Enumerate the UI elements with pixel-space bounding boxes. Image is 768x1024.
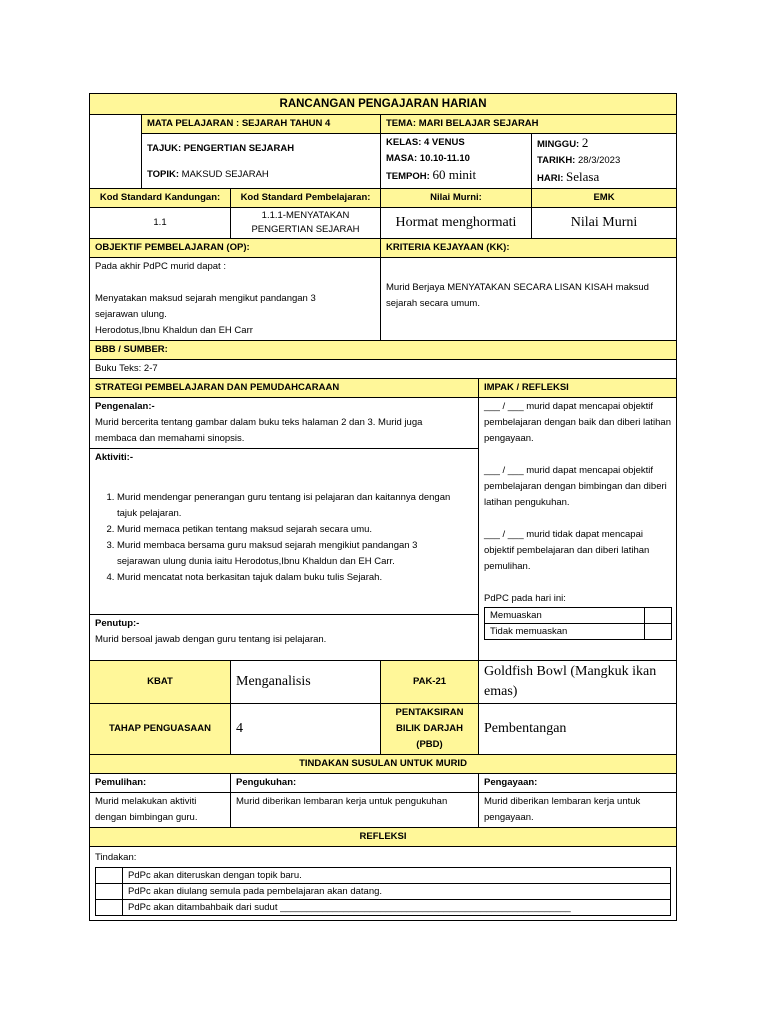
objektif-line1: Menyatakan maksud sejarah mengikut pandangan 3 (95, 293, 316, 304)
nilai-murni-header: Nilai Murni: (381, 189, 532, 208)
lesson-plan-table (89, 93, 677, 921)
pak21-label: PAK-21 (381, 661, 479, 704)
refleksi-options (95, 867, 671, 916)
bbb-heading: BBB / SUMBER: (90, 341, 677, 360)
kbat-label: KBAT (90, 661, 231, 704)
pengenalan-line1: Murid bercerita tentang gambar dalam buku teks halaman 2 dan 3. Murid juga (95, 417, 423, 428)
pdpc-label: PdPC pada hari ini: (484, 593, 566, 604)
aktiviti-item: 3. Murid membaca bersama guru maksud sejarah mengikiut pandangan 3 sejarawan ulung dunia iaitu Herodotus,Ibnu Khaldun dan EH Carr. (117, 538, 452, 570)
pemulihan-text: Murid melakukan aktiviti dengan bimbingan guru. (90, 793, 231, 828)
refleksi-item: PdPc akan ditambahbaik dari sudut _______________________________________________________ (123, 900, 671, 916)
aktiviti-item: 2. Murid memaca petikan tentang maksud sejarah secara umu. (117, 522, 473, 538)
tempoh-value: 60 minit (432, 167, 477, 182)
impak-heading: IMPAK / REFLEKSI (479, 379, 677, 398)
objektif-intro: Pada akhir PdPC murid dapat : (95, 261, 226, 272)
tempoh-label: TEMPOH: (386, 171, 430, 182)
kriteria-cell (381, 258, 677, 341)
tajuk: TAJUK: PENGERTIAN SEJARAH (147, 143, 295, 154)
kod-pembelajaran-line1: 1.1.1-MENYATAKAN (261, 210, 350, 221)
kod-pembelajaran-value (231, 208, 381, 239)
refleksi-checkbox[interactable] (96, 900, 123, 916)
aktiviti-label: Aktiviti:- (95, 452, 133, 463)
pengukuhan-text: Murid diberikan lembaran kerja untuk pengukuhan (231, 793, 479, 828)
refleksi-heading: REFLEKSI (90, 828, 677, 847)
penutup-label: Penutup:- (95, 618, 140, 629)
memuaskan-label: Memuaskan (485, 608, 645, 624)
minggu-value: 2 (581, 135, 589, 150)
kod-kandungan-value: 1.1 (90, 208, 231, 239)
kod-standard-pembelajaran-header: Kod Standard Pembelajaran: (231, 189, 381, 208)
pemulihan-label: Pemulihan: (90, 774, 231, 793)
minggu-label: MINGGU: (537, 139, 580, 150)
objektif-line3: Herodotus,Ibnu Khaldun dan EH Carr (95, 325, 253, 336)
tema: TEMA: MARI BELAJAR SEJARAH (381, 115, 677, 134)
tidak-memuaskan-checkbox[interactable] (645, 624, 672, 640)
objektif-heading: OBJEKTIF PEMBELAJARAN (OP): (90, 239, 381, 258)
kod-pembelajaran-line2: PENGERTIAN SEJARAH (251, 224, 360, 235)
penutup-text: Murid bersoal jawab dengan guru tentang isi pelajaran. (95, 634, 327, 645)
bbb-value: Buku Teks: 2-7 (90, 360, 677, 379)
tidak-memuaskan-label: Tidak memuaskan (485, 624, 645, 640)
refleksi-checkbox[interactable] (96, 884, 123, 900)
pengukuhan-label: Pengukuhan: (231, 774, 479, 793)
tindakan-susulan-heading: TINDAKAN SUSULAN UNTUK MURID (90, 755, 677, 774)
kriteria-heading: KRITERIA KEJAYAAN (KK): (381, 239, 677, 258)
aktiviti-block (90, 449, 478, 615)
tahap-penguasaan-label: TAHAP PENGUASAAN (90, 704, 231, 755)
pengenalan-block (90, 398, 478, 449)
aktiviti-item: 1. Murid mendengar penerangan guru tentang isi pelajaran dan kaitannya dengan tajuk pelajaran. (117, 490, 452, 522)
refleksi-item: PdPc akan diteruskan dengan topik baru. (123, 868, 671, 884)
header-spacer (90, 115, 142, 189)
topik-label: TOPIK: (147, 169, 180, 180)
memuaskan-checkbox[interactable] (645, 608, 672, 624)
tahap-penguasaan-value: 4 (231, 704, 381, 755)
tarikh-value: 28/3/2023 (577, 155, 621, 166)
emk-header: EMK (532, 189, 677, 208)
kbat-value: Menganalisis (231, 661, 381, 704)
strategi-heading: STRATEGI PEMBELAJARAN DAN PEMUDAHCARAAN (90, 379, 479, 398)
tarikh-label: TARIKH: (537, 155, 576, 166)
impak-line2: ___ / ___ murid dapat mencapai objektif pembelajaran dengan bimbingan dan diberi latihan pengukuhan. (484, 465, 667, 508)
impak-cell (479, 398, 677, 661)
hari-value: Selasa (566, 169, 600, 184)
pengayaan-text: Murid diberikan lembaran kerja untuk pengayaan. (479, 793, 677, 828)
strategi-cell (90, 398, 479, 661)
nilai-murni-value: Hormat menghormati (381, 208, 532, 239)
masa-label: MASA: (386, 153, 418, 164)
emk-value: Nilai Murni (532, 208, 677, 239)
minggu-cell (532, 134, 677, 189)
pdpc-options (484, 607, 672, 640)
tajuk-topik-cell (142, 134, 381, 189)
kriteria-line1: Murid Berjaya MENYATAKAN SECARA LISAN KISAH maksud (386, 282, 649, 293)
pengenalan-label: Pengenalan:- (95, 401, 155, 412)
kod-standard-kandungan-header: Kod Standard Kandungan: (90, 189, 231, 208)
pengenalan-line2: membaca dan memahami sinopsis. (95, 433, 245, 444)
aktiviti-item: 4. Murid mencatat nota berkasitan tajuk dalam buku tulis Sejarah. (117, 570, 473, 586)
lesson-plan-sheet (89, 93, 676, 921)
pengayaan-label: Pengayaan: (479, 774, 677, 793)
pak21-value: Goldfish Bowl (Mangkuk ikan emas) (479, 661, 677, 704)
tindakan-label: Tindakan: (95, 852, 137, 863)
kelas: KELAS: 4 VENUS (386, 137, 465, 148)
pbd-value: Pembentangan (479, 704, 677, 755)
mata-pelajaran: MATA PELAJARAN : SEJARAH TAHUN 4 (142, 115, 381, 134)
refleksi-item: PdPc akan diulang semula pada pembelajaran akan datang. (123, 884, 671, 900)
topik-value: MAKSUD SEJARAH (181, 169, 269, 180)
penutup-block (90, 615, 478, 649)
pbd-label: PENTAKSIRAN BILIK DARJAH (PBD) (381, 704, 479, 755)
objektif-cell (90, 258, 381, 341)
impak-line1: ___ / ___ murid dapat mencapai objektif pembelajaran dengan baik dan diberi latihan pengayaan. (484, 401, 671, 444)
impak-line3: ___ / ___ murid tidak dapat mencapai objektif pembelajaran dan diberi latihan pemulihan. (484, 529, 650, 572)
objektif-line2: sejarawan ulung. (95, 309, 167, 320)
masa-value: 10.10-11.10 (419, 153, 470, 164)
refleksi-checkbox[interactable] (96, 868, 123, 884)
hari-label: HARI: (537, 173, 564, 184)
aktiviti-list (95, 490, 473, 586)
page-title: RANCANGAN PENGAJARAN HARIAN (90, 94, 677, 115)
kriteria-line2: sejarah secara umum. (386, 298, 480, 309)
refleksi-cell (90, 847, 677, 921)
kelas-masa-cell (381, 134, 532, 189)
